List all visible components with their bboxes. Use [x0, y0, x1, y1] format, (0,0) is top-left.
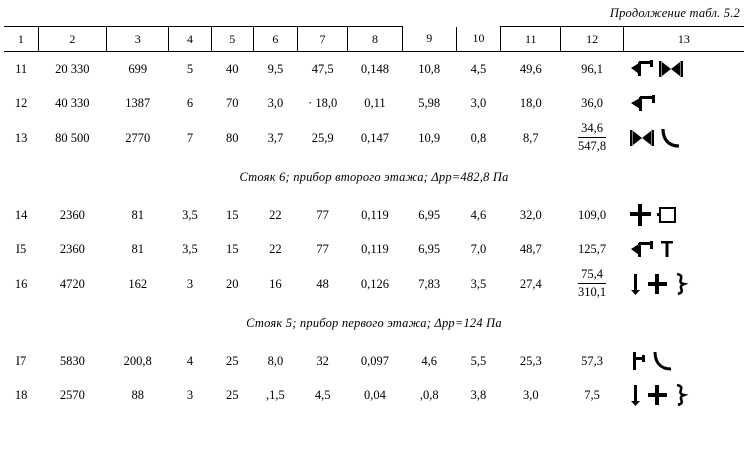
cell-c2: 40 330 [55, 95, 90, 110]
tee-side-icon [629, 350, 647, 372]
cell-c6: 22 [269, 207, 282, 222]
table-row [4, 86, 744, 120]
table-row [4, 266, 744, 302]
radiator-icon [657, 205, 679, 225]
cell-c1: 11 [15, 61, 28, 76]
cell-c4: 3,5 [182, 207, 198, 222]
cell-c7: 47,5 [311, 61, 334, 76]
cell-c13-symbols [623, 120, 744, 156]
colnum-12: 12 [561, 27, 623, 52]
colnum-2: 2 [38, 27, 106, 52]
table-row [4, 120, 744, 156]
cell-c7: 32 [316, 353, 329, 368]
colnum-13: 13 [623, 27, 744, 52]
cell-c3: 1387 [125, 95, 151, 110]
cell-c6: 9,5 [267, 61, 284, 76]
cell-c1: 18 [14, 387, 28, 402]
cell-c6: 3,7 [267, 130, 284, 145]
section-header-row [4, 156, 744, 198]
cell-c9: 7,83 [418, 276, 441, 291]
colnum-6: 6 [253, 27, 297, 52]
valve-bowtie-icon [659, 59, 683, 79]
cell-c3: 81 [131, 207, 144, 222]
cell-c9: 4,6 [421, 353, 438, 368]
cell-c11: 8,7 [522, 130, 539, 145]
sum-numerator: 75,4 [578, 267, 606, 284]
cell-c3: 699 [128, 61, 148, 76]
cell-c10: 3,0 [470, 95, 487, 110]
cell-c12-sum [561, 120, 623, 156]
cell-c3: 200,8 [123, 353, 152, 368]
colnum-11: 11 [501, 27, 561, 52]
colnum-7: 7 [298, 27, 348, 52]
table-row [4, 232, 744, 266]
cell-c12: 109,0 [578, 207, 607, 222]
cell-c9: ,0,8 [419, 387, 439, 402]
cell-c8: 0,148 [360, 61, 389, 76]
cross-fitting-icon [647, 272, 669, 296]
cell-c10: 5,5 [470, 353, 487, 368]
cell-c12: 36,0 [581, 95, 603, 110]
cell-c2: 20 330 [55, 61, 90, 76]
cell-c11: 27,4 [519, 276, 542, 291]
cell-c4: 3 [186, 387, 194, 402]
cell-c5: 80 [225, 130, 239, 145]
pipe-bend-icon [651, 350, 675, 372]
cell-c13-symbols [623, 86, 744, 120]
s-bend-icon [673, 272, 691, 296]
cell-c11: 25,3 [519, 353, 542, 368]
cell-c1: 16 [14, 276, 28, 291]
cell-c2: 4720 [59, 276, 85, 291]
section-label: Стояк 5; прибор первого этажа; Δpp=124 Па [246, 315, 502, 330]
cell-c10: 4,5 [470, 61, 487, 76]
cell-c9: 6,95 [418, 241, 441, 256]
cell-c3: 2770 [125, 130, 151, 145]
cell-c5: 20 [225, 276, 239, 291]
pipe-bend-icon [659, 127, 683, 149]
sum-total: 547,8 [578, 139, 607, 153]
vertical-valve-icon [629, 272, 643, 296]
cell-c1: 12 [14, 95, 28, 110]
cell-c11: 48,7 [519, 241, 542, 256]
table-row [4, 52, 744, 87]
cell-c4: 3,5 [182, 241, 198, 256]
cell-c4: 3 [186, 276, 194, 291]
colnum-3: 3 [107, 27, 169, 52]
cell-c7: 77 [316, 207, 329, 222]
cell-c5: 15 [225, 241, 239, 256]
cell-c11: 49,6 [519, 61, 542, 76]
cell-c10: 3,5 [470, 276, 487, 291]
cell-c4: 7 [186, 130, 194, 145]
table-row [4, 198, 744, 232]
cell-c7: 48 [316, 276, 329, 291]
column-number-row [4, 27, 744, 52]
cell-c3: 162 [128, 276, 148, 291]
colnum-4: 4 [169, 27, 211, 52]
cell-c13-symbols [623, 52, 744, 87]
cell-c13-symbols [623, 232, 744, 266]
cell-c7: 77 [316, 241, 329, 256]
colnum-8: 8 [348, 27, 402, 52]
cell-c6: 22 [269, 241, 282, 256]
cell-c2: 5830 [59, 353, 85, 368]
cell-c4: 5 [186, 61, 194, 76]
cross-fitting-icon [629, 203, 653, 227]
cell-c6: 3,0 [267, 95, 284, 110]
section-label: Стояк 6; прибор второго этажа; Δpp=482,8 Па [239, 169, 509, 184]
section-header-row [4, 302, 744, 344]
cell-c5: 15 [225, 207, 239, 222]
table-row [4, 344, 744, 378]
vertical-valve-icon [629, 383, 643, 407]
cell-c8: 0,11 [364, 95, 386, 110]
cell-c11: 32,0 [519, 207, 542, 222]
cell-c10: 0,8 [470, 130, 487, 145]
cell-c8: 0,119 [361, 207, 389, 222]
cell-c10: 3,8 [470, 387, 487, 402]
cell-c13-symbols [623, 198, 744, 232]
cell-c8: 0,04 [364, 387, 386, 402]
cell-c8: 0,119 [361, 241, 389, 256]
cell-c8: 0,126 [360, 276, 389, 291]
colnum-1: 1 [4, 27, 38, 52]
hydraulic-calculation-table [4, 26, 744, 412]
cell-c8: 0,097 [360, 353, 389, 368]
cell-c5: 25 [225, 387, 239, 402]
cell-c11: 18,0 [519, 95, 542, 110]
cell-c3: 81 [131, 241, 144, 256]
cell-c6: ,1,5 [266, 387, 285, 402]
cell-c7: · 18,0 [308, 95, 338, 110]
cell-c5: 40 [225, 61, 239, 76]
cell-c10: 7,0 [470, 241, 487, 256]
cell-c12: 57,3 [581, 353, 603, 368]
sum-total: 310,1 [578, 285, 607, 299]
cell-c2: 2570 [59, 387, 85, 402]
cell-c13-symbols [623, 266, 744, 302]
cell-c12-sum [561, 266, 623, 302]
cell-c9: 10,9 [418, 130, 441, 145]
tee-fitting-icon [629, 92, 657, 114]
continuation-caption: Продолжение табл. 5.2 [609, 6, 740, 20]
cell-c1: I5 [15, 241, 27, 256]
cell-c9: 5,98 [418, 95, 441, 110]
cell-c9: 10,8 [418, 61, 441, 76]
cell-c5: 25 [225, 353, 239, 368]
cell-c3: 88 [131, 387, 144, 402]
tee-fitting-icon [629, 238, 655, 260]
tee-fitting-icon [629, 58, 655, 80]
cell-c13-symbols [623, 378, 744, 412]
vertical-stop-icon [659, 238, 675, 260]
cell-c8: 0,147 [360, 130, 389, 145]
cell-c4: 6 [186, 95, 194, 110]
valve-bowtie-icon [629, 128, 655, 148]
cell-c10: 4,6 [470, 207, 487, 222]
colnum-10: 10 [456, 27, 500, 52]
cell-c1: I7 [15, 353, 27, 368]
sum-numerator: 34,6 [578, 121, 606, 138]
cell-c2: 2360 [59, 207, 85, 222]
cell-c12: 125,7 [578, 241, 607, 256]
cell-c5: 70 [225, 95, 239, 110]
cell-c6: 16 [269, 276, 282, 291]
cell-c6: 8,0 [267, 353, 284, 368]
s-bend-icon [673, 383, 691, 407]
cell-c2: 2360 [59, 241, 85, 256]
table-row [4, 378, 744, 412]
cell-c1: 13 [14, 130, 28, 145]
cell-c12: 7,5 [584, 387, 600, 402]
colnum-5: 5 [211, 27, 253, 52]
cell-c1: 14 [14, 207, 28, 222]
cell-c11: 3,0 [522, 387, 539, 402]
cell-c2: 80 500 [55, 130, 90, 145]
cell-c7: 25,9 [311, 130, 334, 145]
cross-fitting-icon [647, 383, 669, 407]
colnum-9: 9 [402, 27, 456, 52]
cell-c7: 4,5 [314, 387, 331, 402]
cell-c13-symbols [623, 344, 744, 378]
cell-c9: 6,95 [418, 207, 441, 222]
cell-c4: 4 [186, 353, 194, 368]
cell-c12: 96,1 [581, 61, 603, 76]
